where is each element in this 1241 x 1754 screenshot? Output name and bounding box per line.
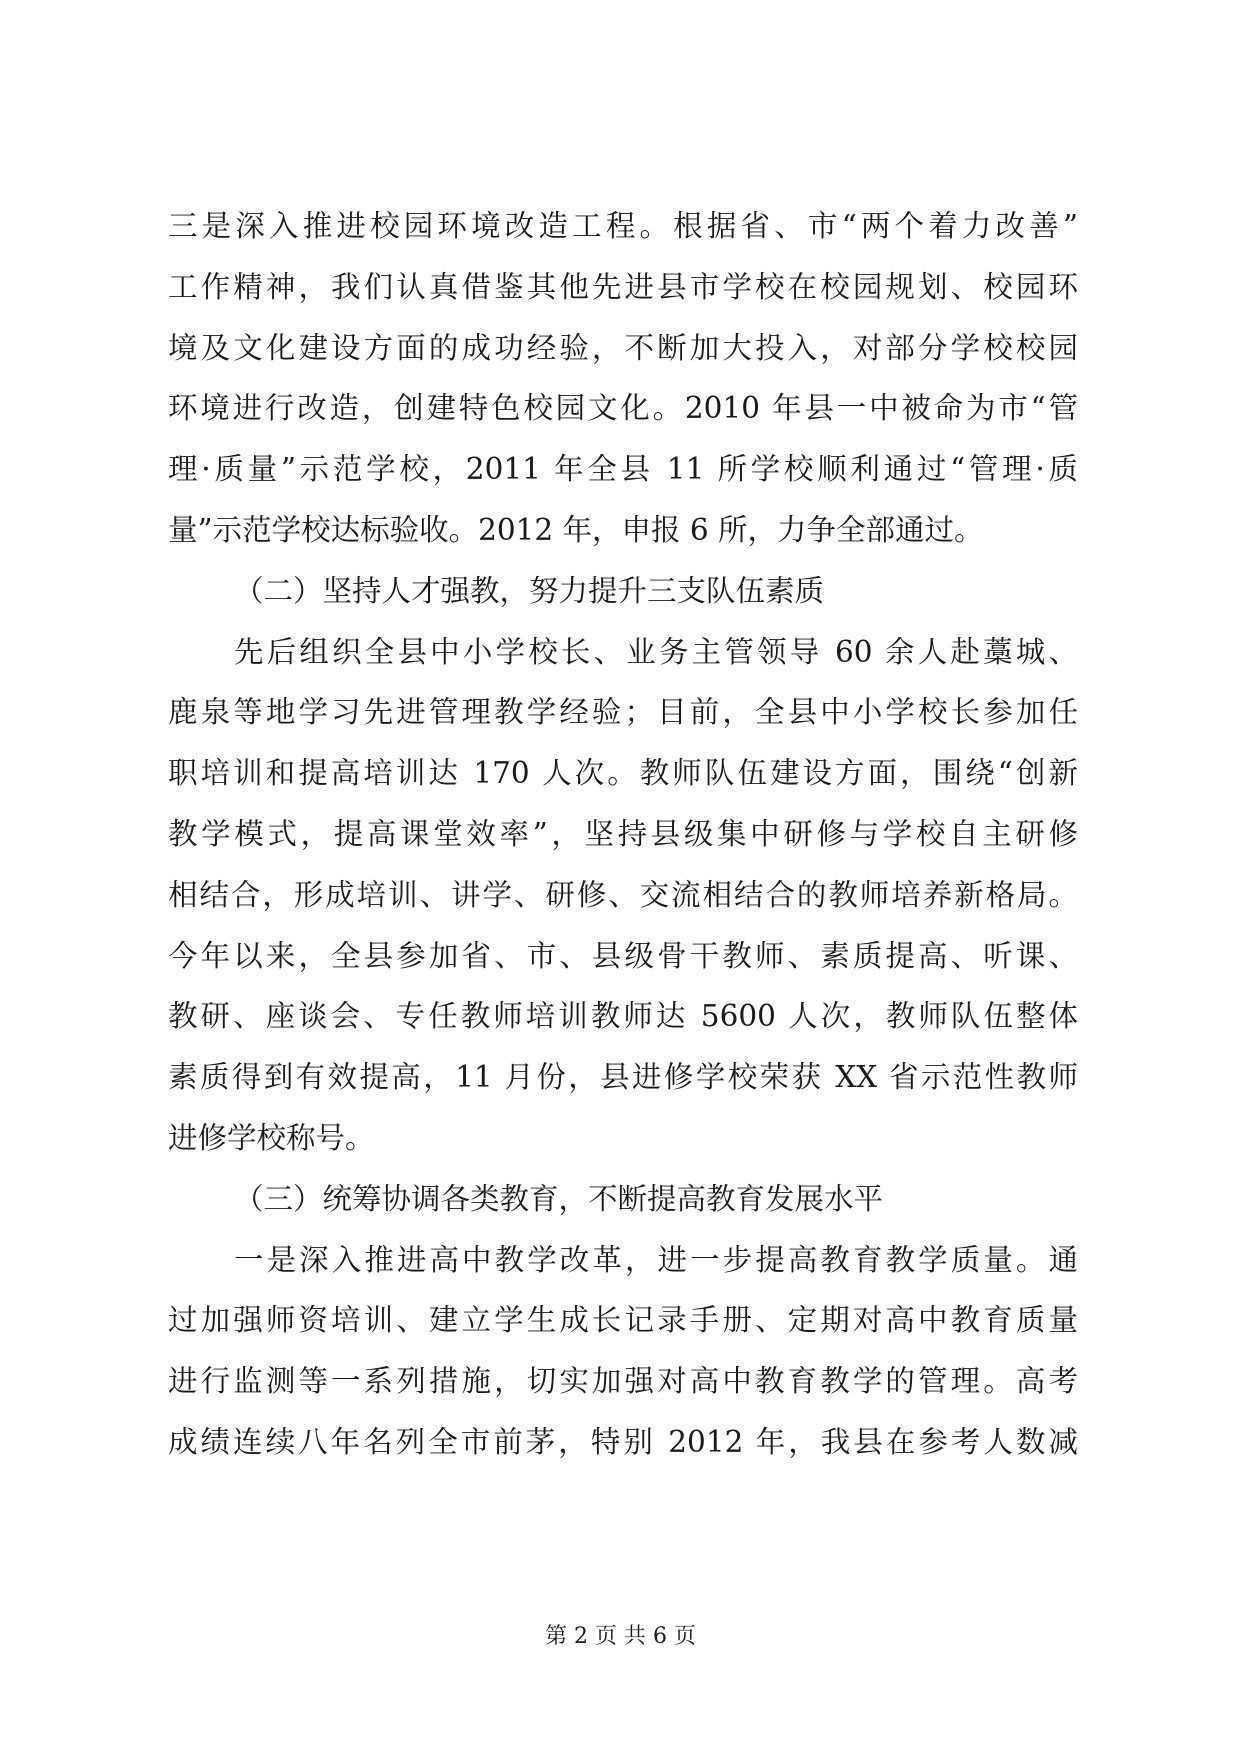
page-footer: 第 2 页 共 6 页: [545, 1624, 696, 1649]
text-line: 理·质量”示范学校，2011 年全县 11 所学校顺利通过“管理·质: [168, 452, 1078, 487]
body-text: [168, 196, 1078, 1473]
text-line: 过加强师资培训、建立学生成长记录手册、定期对高中教育质量: [168, 1303, 1078, 1338]
text-line: 环境进行改造，创建特色校园文化。2010 年县一中被命为市“管: [168, 391, 1078, 426]
text-line: 进修学校称号。: [168, 1120, 375, 1155]
text-line: 素质得到有效提高，11 月份，县进修学校荣获 XX 省示范性教师: [168, 1060, 1078, 1095]
text-line: 成绩连续八年名列全市前茅，特别 2012 年，我县在参考人数减: [168, 1424, 1078, 1459]
text-line: 相结合，形成培训、讲学、研修、交流相结合的教师培养新格局。: [168, 877, 1078, 912]
text-line: 境及文化建设方面的成功经验，不断加大投入，对部分学校校园: [168, 330, 1078, 365]
text-line: 三是深入推进校园环境改造工程。根据省、市“两个着力改善”: [168, 209, 1078, 243]
text-line: 工作精神，我们认真借鉴其他先进县市学校在校园规划、校园环: [168, 269, 1078, 304]
section-heading: （二）坚持人才强教，努力提升三支队伍素质: [234, 573, 825, 608]
text-line: 职培训和提高培训达 170 人次。教师队伍建设方面，围绕“创新: [168, 756, 1078, 791]
text-line: 先后组织全县中小学校长、业务主管领导 60 余人赴藁城、: [234, 634, 1078, 669]
text-line: 量”示范学校达标验收。2012 年，申报 6 所，力争全部通过。: [168, 512, 984, 547]
text-line: 一是深入推进高中教学改革，进一步提高教育教学质量。通: [234, 1242, 1078, 1277]
text-line: 鹿泉等地学习先进管理教学经验；目前，全县中小学校长参加任: [168, 695, 1078, 730]
section-heading: （三）统筹协调各类教育，不断提高教育发展水平: [234, 1181, 884, 1216]
text-line: 教研、座谈会、专任教师培训教师达 5600 人次，教师队伍整体: [168, 999, 1078, 1034]
text-line: 教学模式，提高课堂效率”，坚持县级集中研修与学校自主研修: [168, 816, 1078, 851]
text-line: 进行监测等一系列措施，切实加强对高中教育教学的管理。高考: [168, 1364, 1078, 1399]
text-line: 今年以来，全县参加省、市、县级骨干教师、素质提高、听课、: [168, 938, 1078, 973]
